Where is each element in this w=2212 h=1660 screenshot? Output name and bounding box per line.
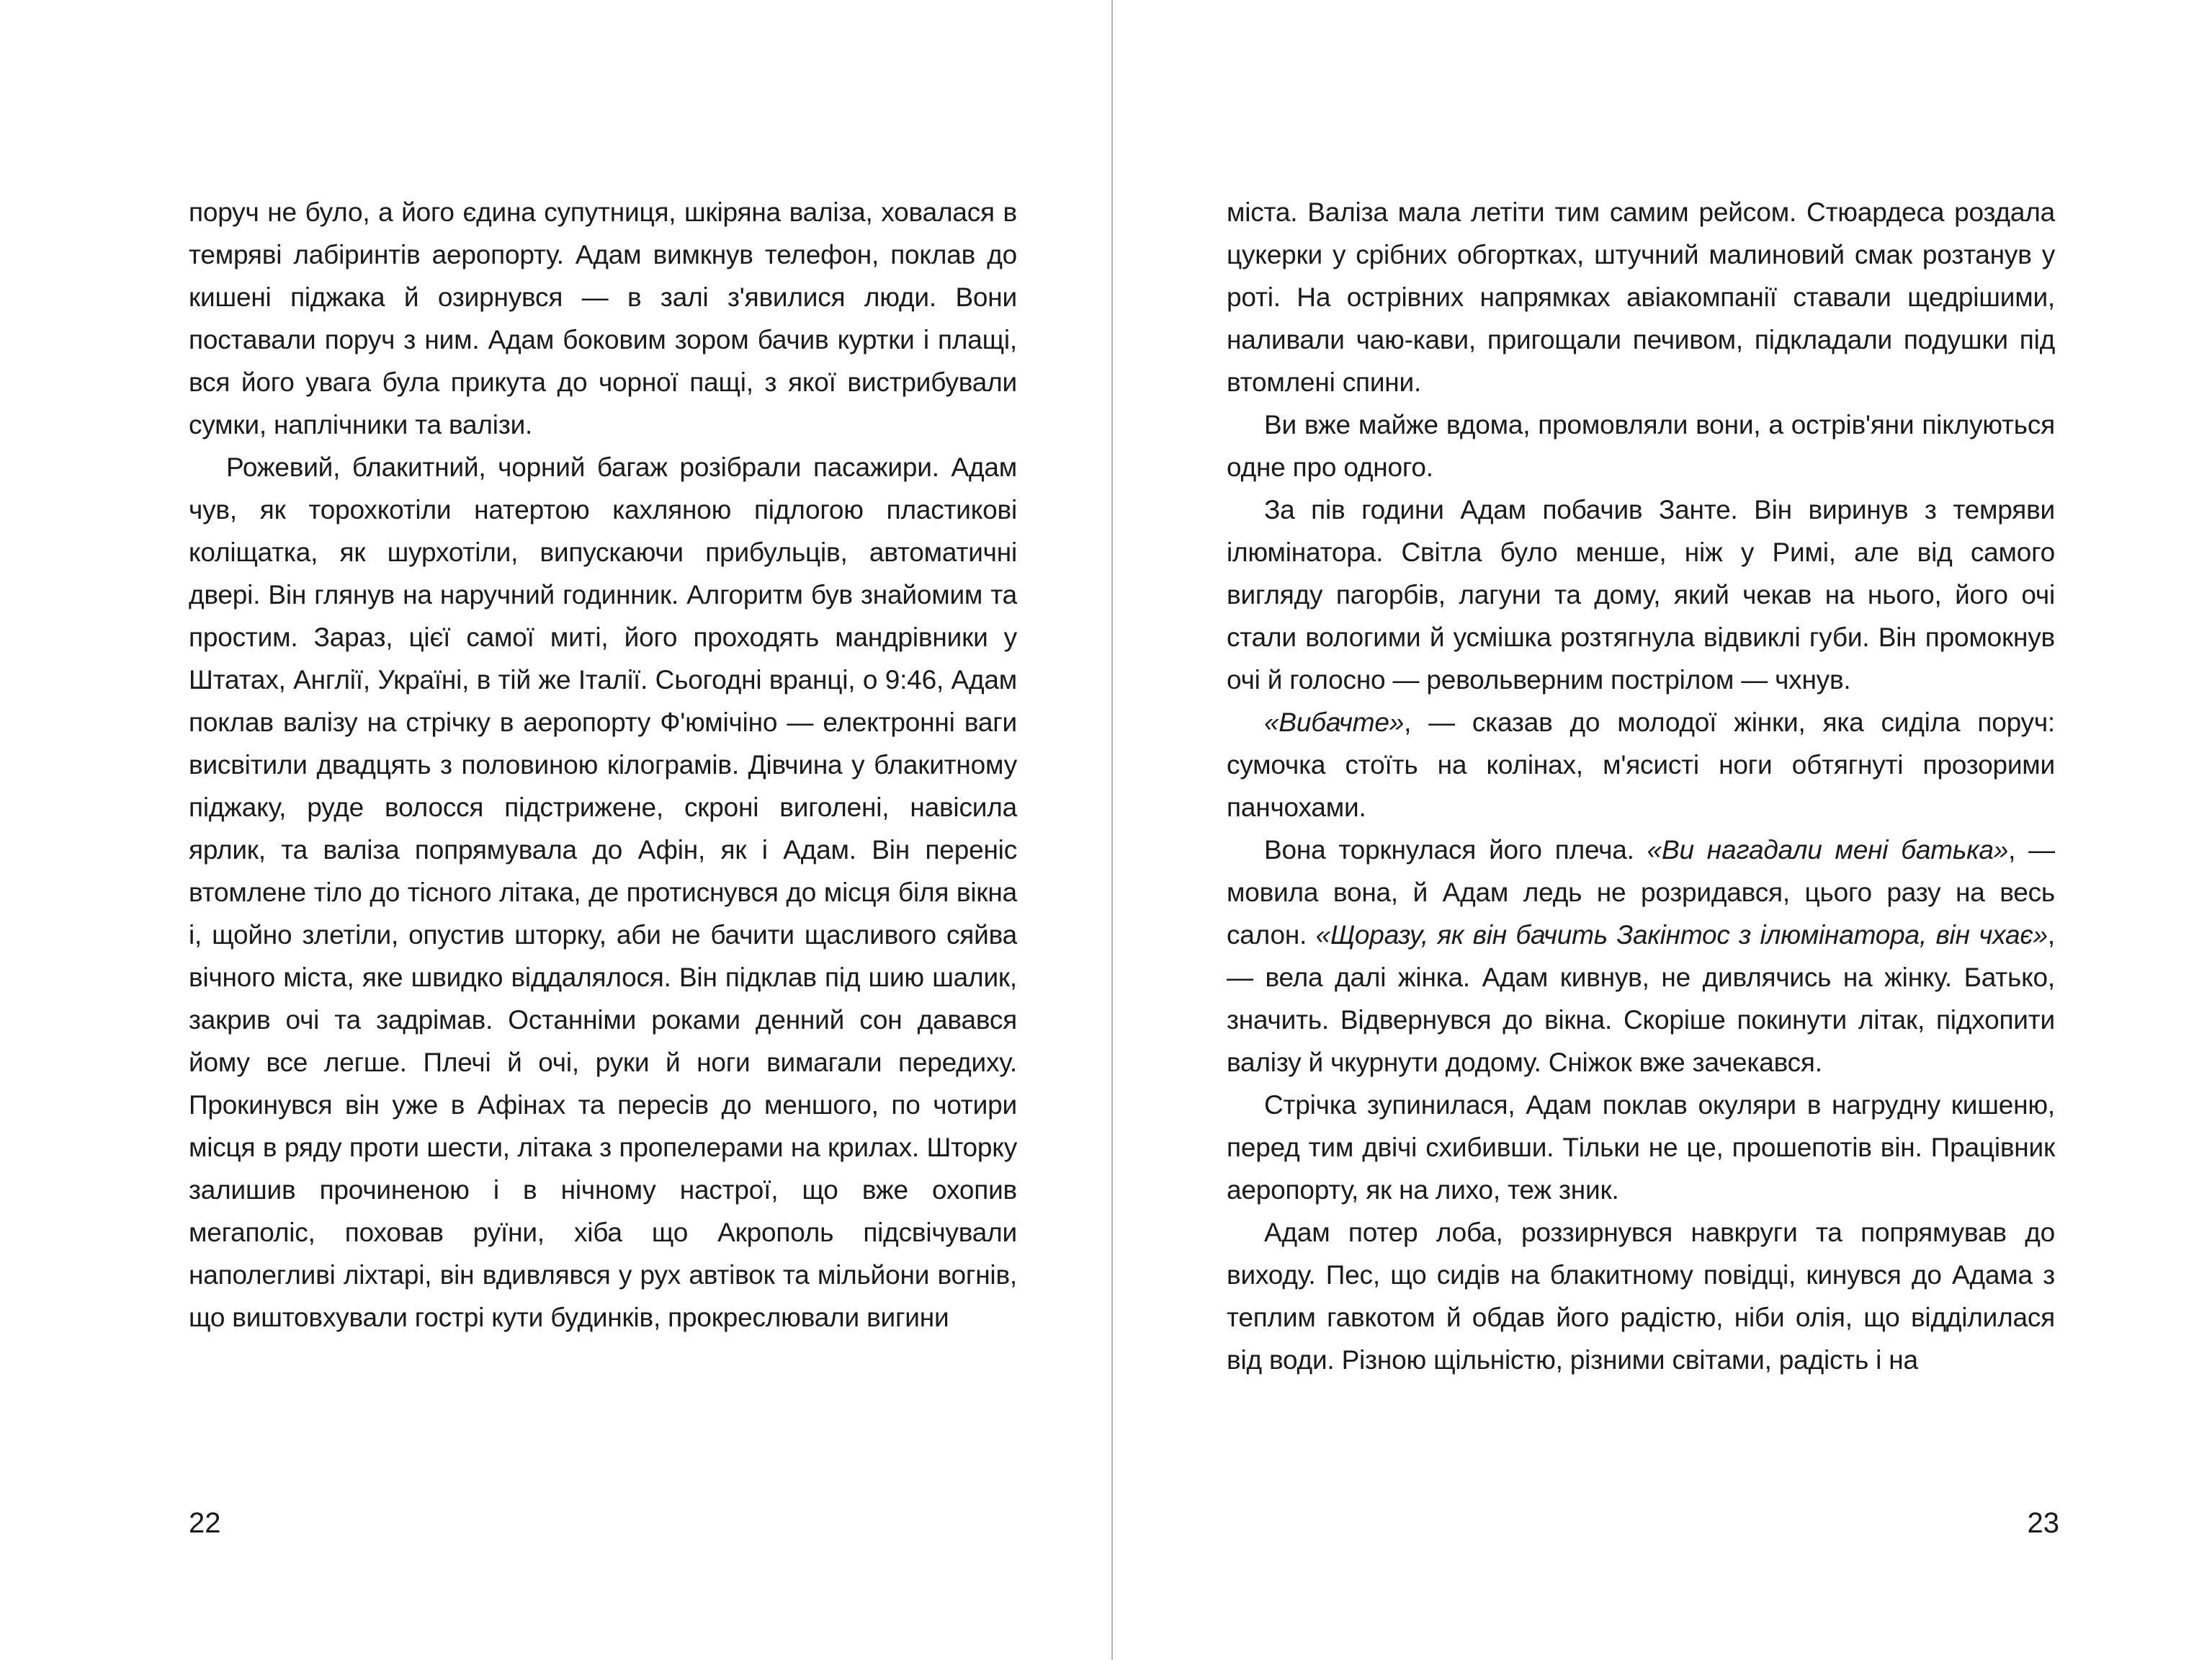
text-run: , — сказав до молодої жінки, яка сиділа поруч: сумочка стоїть на колінах, м'ясисті ноги обтягнуті прозорими панчохами. (1227, 708, 2055, 822)
text-run: міста. Валіза мала летіти тим самим рейсом. Стюардеса роздала цукерки у срібних обгортках, штучний малиновий смак розтанув у роті. На острівних напрямках авіакомпанії ставали щедрішими, наливали чаю-кави, пригощали печивом, підкладали подушки під втомлені спини. (1227, 197, 2055, 397)
text-run: , — вела далі жінка. Адам кивнув, не дивлячись на жінку. Батько, значить. Відвернувся до вікна. Скоріше покинути літак, підхопити валізу й чкурнути додому. Сніжок вже зачекався. (1227, 920, 2055, 1077)
right-page (1113, 0, 2212, 1660)
paragraph (1227, 701, 2055, 829)
italic-quote: «Вибачте» (1264, 708, 1405, 737)
paragraph (1227, 829, 2055, 1084)
left-page-text (189, 191, 1017, 1339)
text-run: Адам потер лоба, роззирнувся навкруги та попрямував до виходу. Пес, що сидів на блакитному повідці, кинувся до Адама з теплим гавкотом й обдав його радістю, ніби олія, що відділилася від води. Різною щільністю, різними світами, радість і на (1227, 1218, 2055, 1375)
italic-quote: «Ви нагадали мені батька» (1647, 835, 2009, 865)
text-run: Вона торкнулася його плеча. (1264, 835, 1647, 865)
text-run: Ви вже майже вдома, промовляли вони, а острів'яни піклуються одне про одного. (1227, 410, 2055, 482)
text-run: , — мовила вона, й Адам ледь не розридався, цього разу на весь салон. (1227, 835, 2055, 950)
text-run: За пів години Адам побачив Занте. Він виринув з темряви ілюмінатора. Світла було менше, ніж у Римі, але від самого вигляду пагорбів, лагуни та дому, який чекав на нього, його очі стали вологими й усмішка розтягнула відвиклі губи. Він промокнув очі й голосно — револьверним пострілом — чхнув. (1227, 495, 2055, 695)
text-run: Стрічка зупинилася, Адам поклав окуляри в нагрудну кишеню, перед тим двічі схибивши. Тільки не це, прошепотів він. Працівник аеропорту, як на лихо, теж зник. (1227, 1090, 2055, 1205)
paragraph: Рожевий, блакитний, чорний багаж розібрали пасажири. Адам чув, як торохкотіли натертою кахляною підлогою пластикові коліщатка, як шурхотіли, випускаючи прибульців, автоматичні двері. Він глянув на наручний годинник. Алгоритм був знайомим та простим. Зараз, цієї самої миті, його проходять мандрівники у Штатах, Англії, Україні, в тій же Італії. Сьогодні вранці, о 9:46, Адам поклав валізу на стрічку в аеропорту Ф'юмічіно — електронні ваги висвітили двадцять з половиною кілограмів. Дівчина у блакитному піджаку, руде волосся підстрижене, скроні виголені, навісила ярлик, та валіза попрямувала до Афін, як і Адам. Він переніс втомлене тіло до тісного літака, де протиснувся до місця біля вікна і, щойно злетіли, опустив шторку, аби не бачити щасливого сяйва вічного міста, яке швидко віддалялося. Він підклав під шию шалик, закрив очі та задрімав. Останніми роками денний сон давався йому все легше. Плечі й очі, руки й ноги вимагали передиху. Прокинувся він уже в Афінах та пересів до меншого, по чотири місця в ряду проти шести, літака з пропелерами на крилах. Шторку залишив прочиненою і в нічному настрої, що вже охопив мегаполіс, поховав руїни, хіба що Акрополь підсвічували наполегливі ліхтарі, він вдивлявся у рух автівок та мільйони вогнів, що виштовхували гострі кути будинків, прокреслювали вигини (189, 452, 1017, 1332)
paragraph (1227, 488, 2055, 701)
paragraph (1227, 1084, 2055, 1211)
paragraph: поруч не було, а його єдина супутниця, шкіряна валіза, ховалася в темряві лабіринтів аеропорту. Адам вимкнув телефон, поклав до кишені піджака й озирнувся — в залі з'явилися люди. Вони поставали поруч з ним. Адам боковим зором бачив куртки і плащі, вся його увага була прикута до чорної пащі, з якої вистрибували сумки, наплічники та валізи. (189, 197, 1017, 439)
page-number: 23 (2027, 1507, 2059, 1539)
italic-quote: «Щоразу, як він бачить Закінтос з ілюмінатора, він чхає» (1315, 920, 2048, 950)
page-number: 22 (189, 1507, 221, 1539)
paragraph (1227, 191, 2055, 403)
paragraph (1227, 403, 2055, 488)
right-page-text (1227, 191, 2055, 1381)
paragraph (1227, 1211, 2055, 1381)
